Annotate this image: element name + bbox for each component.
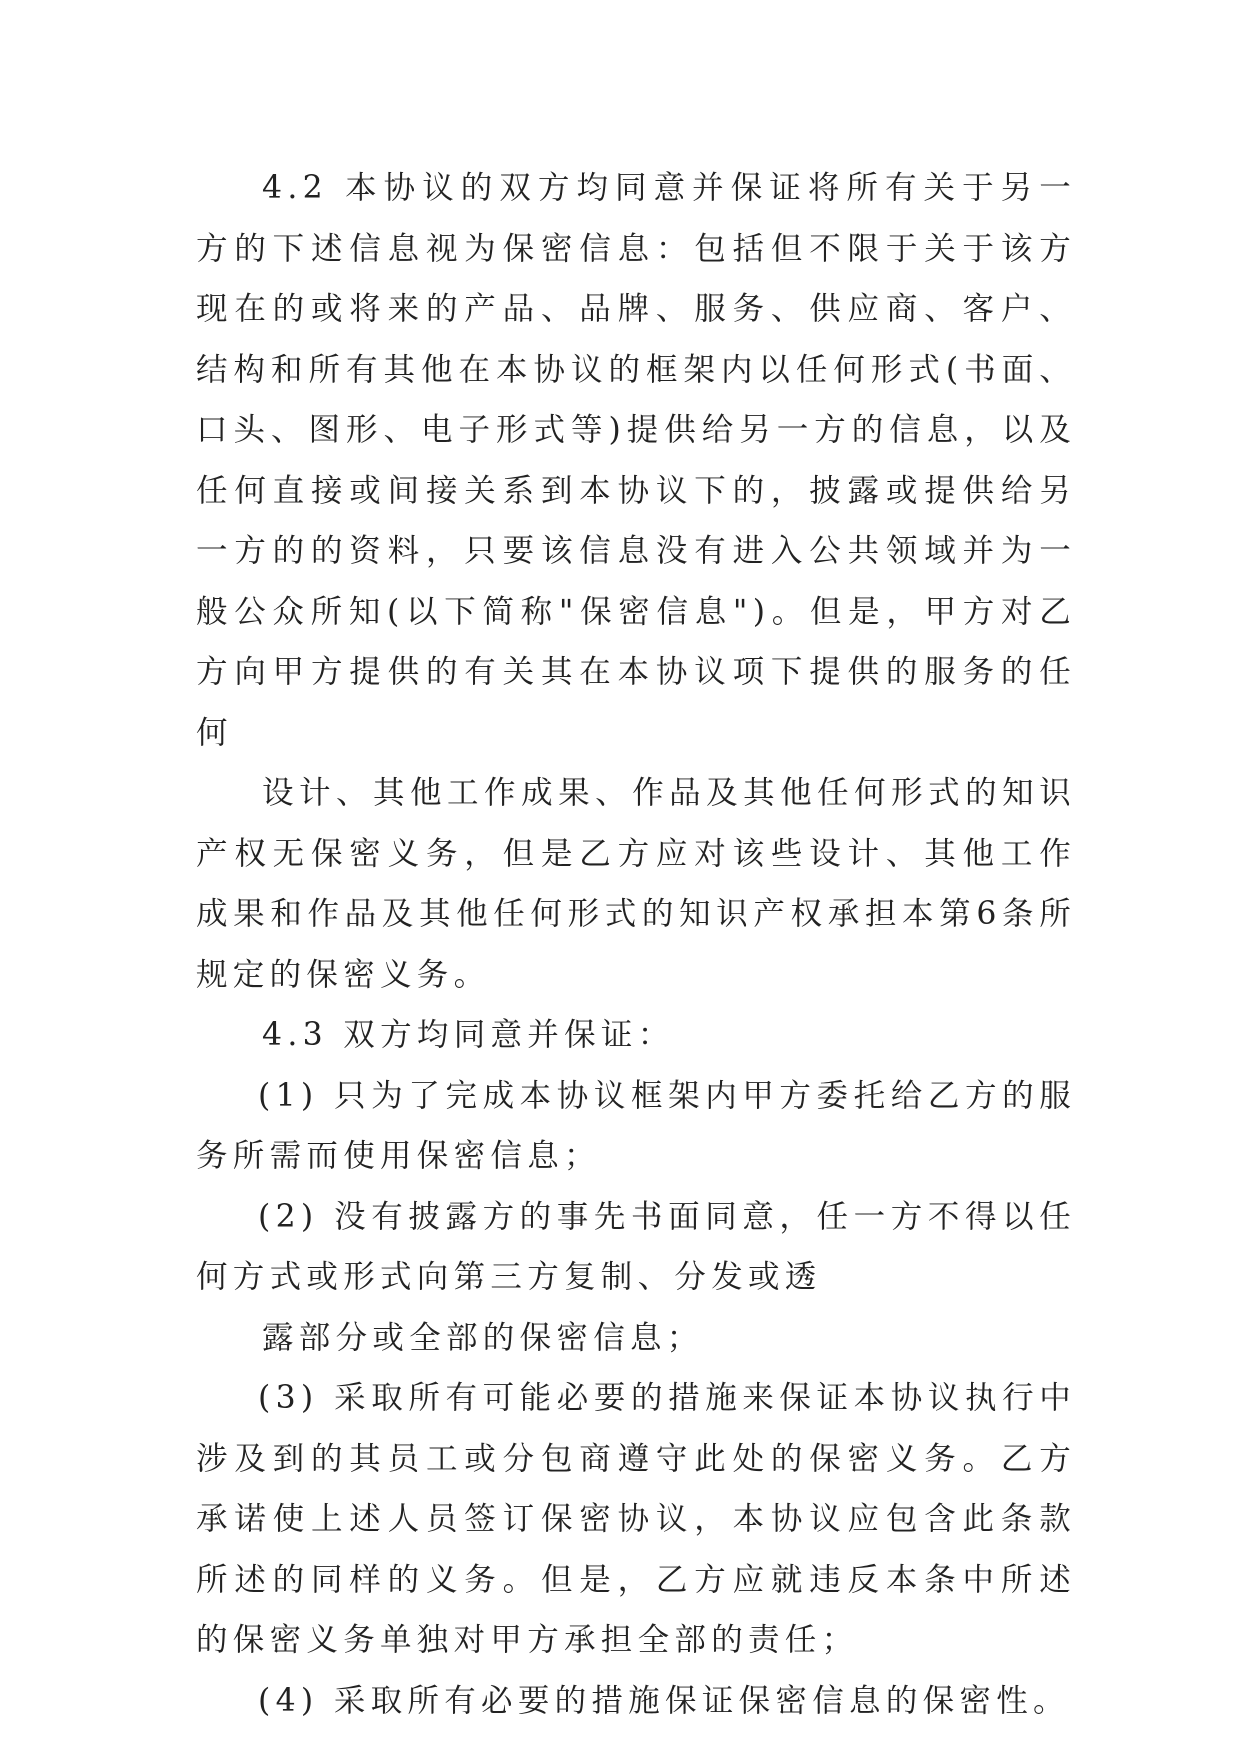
document-body <box>196 158 1076 1731</box>
list-item-4: (4) 采取所有必要的措施保证保密信息的保密性。 <box>258 1682 1070 1719</box>
list-item-1: (1) 只为了完成本协议框架内甲方委托给乙方的服务所需而使用保密信息； <box>196 1077 1076 1174</box>
list-item-2: (2) 没有披露方的事先书面同意，任一方不得以任何方式或形式向第三方复制、分发或透 <box>196 1198 1076 1295</box>
paragraph-4-2-continued: 设计、其他工作成果、作品及其他任何形式的知识产权无保密义务，但是乙方应对该些设计、其他工作成果和作品及其他任何形式的知识产权承担本第6条所规定的保密义务。 <box>196 775 1076 993</box>
paragraph-4-3: 4.3 双方均同意并保证： <box>262 1017 675 1053</box>
paragraph-4-2: 4.2 本协议的双方均同意并保证将所有关于另一方的下述信息视为保密信息：包括但不限于关于该方现在的或将来的产品、品牌、服务、供应商、客户、结构和所有其他在本协议的框架内以任何形式(书面、口头、图形、电子形式等)提供给另一方的信息，以及任何直接或间接关系到本协议下的，披露或提供给另一方的的资料，只要该信息没有进入公共领域并为一般公众所知(以下简称"保密信息")。但是，甲方对乙方向甲方提供的有关其在本协议项下提供的服务的任何 <box>196 170 1076 751</box>
list-item-2-continued: 露部分或全部的保密信息； <box>262 1319 704 1356</box>
list-item-3: (3) 采取所有可能必要的措施来保证本协议执行中涉及到的其员工或分包商遵守此处的保密义务。乙方承诺使上述人员签订保密协议，本协议应包含此条款所述的同样的义务。但是，乙方应就违反本条中所述的保密义务单独对甲方承担全部的责任； <box>196 1380 1076 1658</box>
